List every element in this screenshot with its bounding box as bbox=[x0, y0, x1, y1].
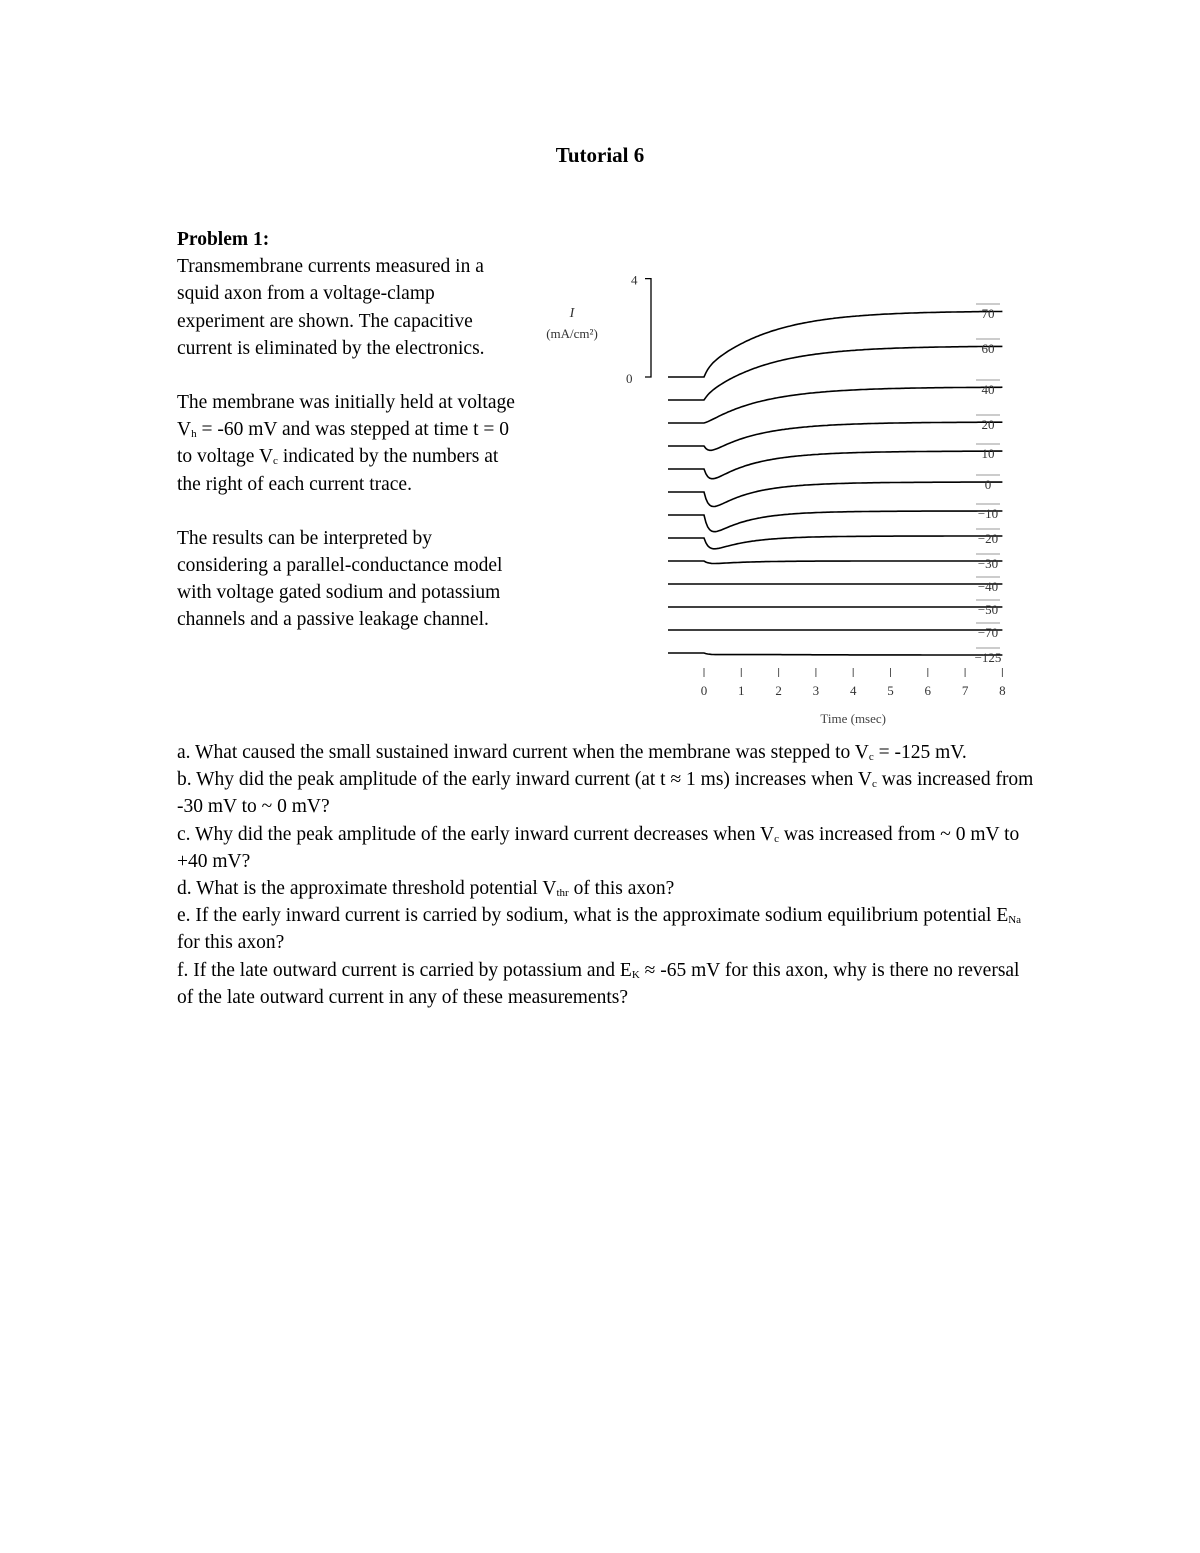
y-scale-bottom-label: 0 bbox=[626, 371, 633, 386]
problem-model: The results can be interpreted by considering a parallel-conductance model with voltage gated sodium and potassium channels and a passive leakage channel. bbox=[177, 527, 503, 631]
trace-label: −10 bbox=[977, 506, 999, 521]
page-title: Tutorial 6 bbox=[555, 143, 645, 167]
question-a-sub: c bbox=[868, 751, 874, 763]
y-scale-bar bbox=[645, 279, 651, 377]
question-c-text: c. Why did the peak amplitude of the early inward current decreases when V bbox=[177, 823, 775, 845]
x-tick-label: 3 bbox=[812, 683, 820, 698]
current-trace bbox=[668, 653, 1002, 655]
trace-label: 0 bbox=[984, 477, 992, 492]
trace-label: 60 bbox=[981, 341, 995, 356]
problem-intro: Transmembrane currents measured in a squid axon from a voltage-clamp experiment are shown. The capacitive current is eliminated by the electronics. bbox=[177, 256, 485, 359]
question-f-text: f. If the late outward current is carried by potassium and E bbox=[177, 959, 632, 981]
current-trace bbox=[668, 451, 1002, 479]
current-trace bbox=[668, 387, 1002, 423]
x-tick-label: 5 bbox=[887, 683, 894, 698]
question-f-sub: K bbox=[631, 968, 640, 981]
trace-label: 70 bbox=[981, 306, 995, 321]
question-d-text-end: of this axon? bbox=[568, 878, 675, 900]
x-tick-label: 4 bbox=[849, 683, 857, 698]
setup-sub-h: h bbox=[191, 428, 197, 441]
question-e-text-end: for this axon? bbox=[177, 932, 285, 954]
x-tick-label: 8 bbox=[999, 683, 1006, 698]
question-a bbox=[177, 739, 1037, 766]
problem-setup bbox=[177, 389, 522, 498]
current-trace bbox=[668, 536, 1002, 549]
question-e bbox=[177, 902, 1037, 956]
trace-label: 10 bbox=[981, 446, 995, 461]
current-trace bbox=[668, 311, 1002, 377]
question-b-text-end: was increased from -30 mV to ~ 0 mV? bbox=[177, 769, 1034, 818]
current-trace bbox=[668, 346, 1002, 400]
x-tick-label: 0 bbox=[700, 683, 708, 698]
current-traces-chart bbox=[530, 255, 1010, 735]
problem-description bbox=[177, 226, 522, 634]
y-axis-unit: (mA/cm²) bbox=[546, 326, 598, 341]
question-b bbox=[177, 766, 1037, 820]
x-tick-label: 6 bbox=[924, 683, 932, 698]
trace-label: 40 bbox=[981, 382, 995, 397]
x-tick-label: 7 bbox=[961, 683, 969, 698]
question-b-sub: c bbox=[871, 778, 877, 791]
question-d-sub: thr bbox=[556, 887, 569, 900]
trace-label: −70 bbox=[977, 625, 999, 640]
current-trace bbox=[668, 511, 1002, 532]
trace-label: −40 bbox=[977, 579, 999, 594]
trace-label: −125 bbox=[974, 650, 1002, 665]
question-c-text-end: was increased from ~ 0 mV to +40 mV? bbox=[177, 823, 1020, 872]
setup-text-c: indicated by the numbers at the right of each current trace. bbox=[177, 446, 499, 495]
question-c bbox=[177, 821, 1037, 875]
y-axis-symbol: I bbox=[569, 306, 575, 321]
trace-label: −20 bbox=[977, 531, 999, 546]
trace-label: −50 bbox=[977, 602, 999, 617]
current-trace bbox=[668, 482, 1002, 506]
problem-heading: Problem 1: bbox=[177, 229, 270, 250]
question-a-text-end: = -125 mV. bbox=[873, 742, 967, 763]
y-scale-top-label: 4 bbox=[631, 272, 638, 288]
question-d-text: d. What is the approximate threshold potential V bbox=[177, 878, 557, 900]
x-axis-label: Time (msec) bbox=[820, 711, 887, 726]
question-list bbox=[177, 739, 1037, 1011]
question-f bbox=[177, 957, 1037, 1011]
trace-label: 20 bbox=[981, 417, 995, 432]
x-tick-label: 2 bbox=[775, 683, 782, 698]
question-f-text-end: ≈ -65 mV for this axon, why is there no reversal of the late outward current in any of these measurements? bbox=[177, 959, 1020, 1008]
x-tick-label: 1 bbox=[738, 683, 745, 698]
setup-text-b: = -60 mV and was stepped at time t = 0 to voltage V bbox=[177, 419, 510, 468]
current-trace bbox=[668, 422, 1002, 450]
question-a-text: a. What caused the small sustained inward current when the membrane was stepped to V bbox=[177, 742, 869, 763]
question-c-sub: c bbox=[774, 832, 779, 845]
question-e-text: e. If the early inward current is carried by sodium, what is the approximate sodium equilibrium potential E bbox=[177, 905, 1009, 927]
question-b-text: b. Why did the peak amplitude of the early inward current (at t ≈ 1 ms) increases when V bbox=[177, 769, 872, 791]
setup-text-a: The membrane was initially held at voltage V bbox=[177, 392, 515, 441]
setup-sub-c: c bbox=[273, 455, 278, 468]
question-d bbox=[177, 875, 1037, 902]
current-trace bbox=[668, 561, 1002, 564]
question-e-sub: Na bbox=[1008, 914, 1022, 927]
trace-label: −30 bbox=[977, 556, 999, 571]
